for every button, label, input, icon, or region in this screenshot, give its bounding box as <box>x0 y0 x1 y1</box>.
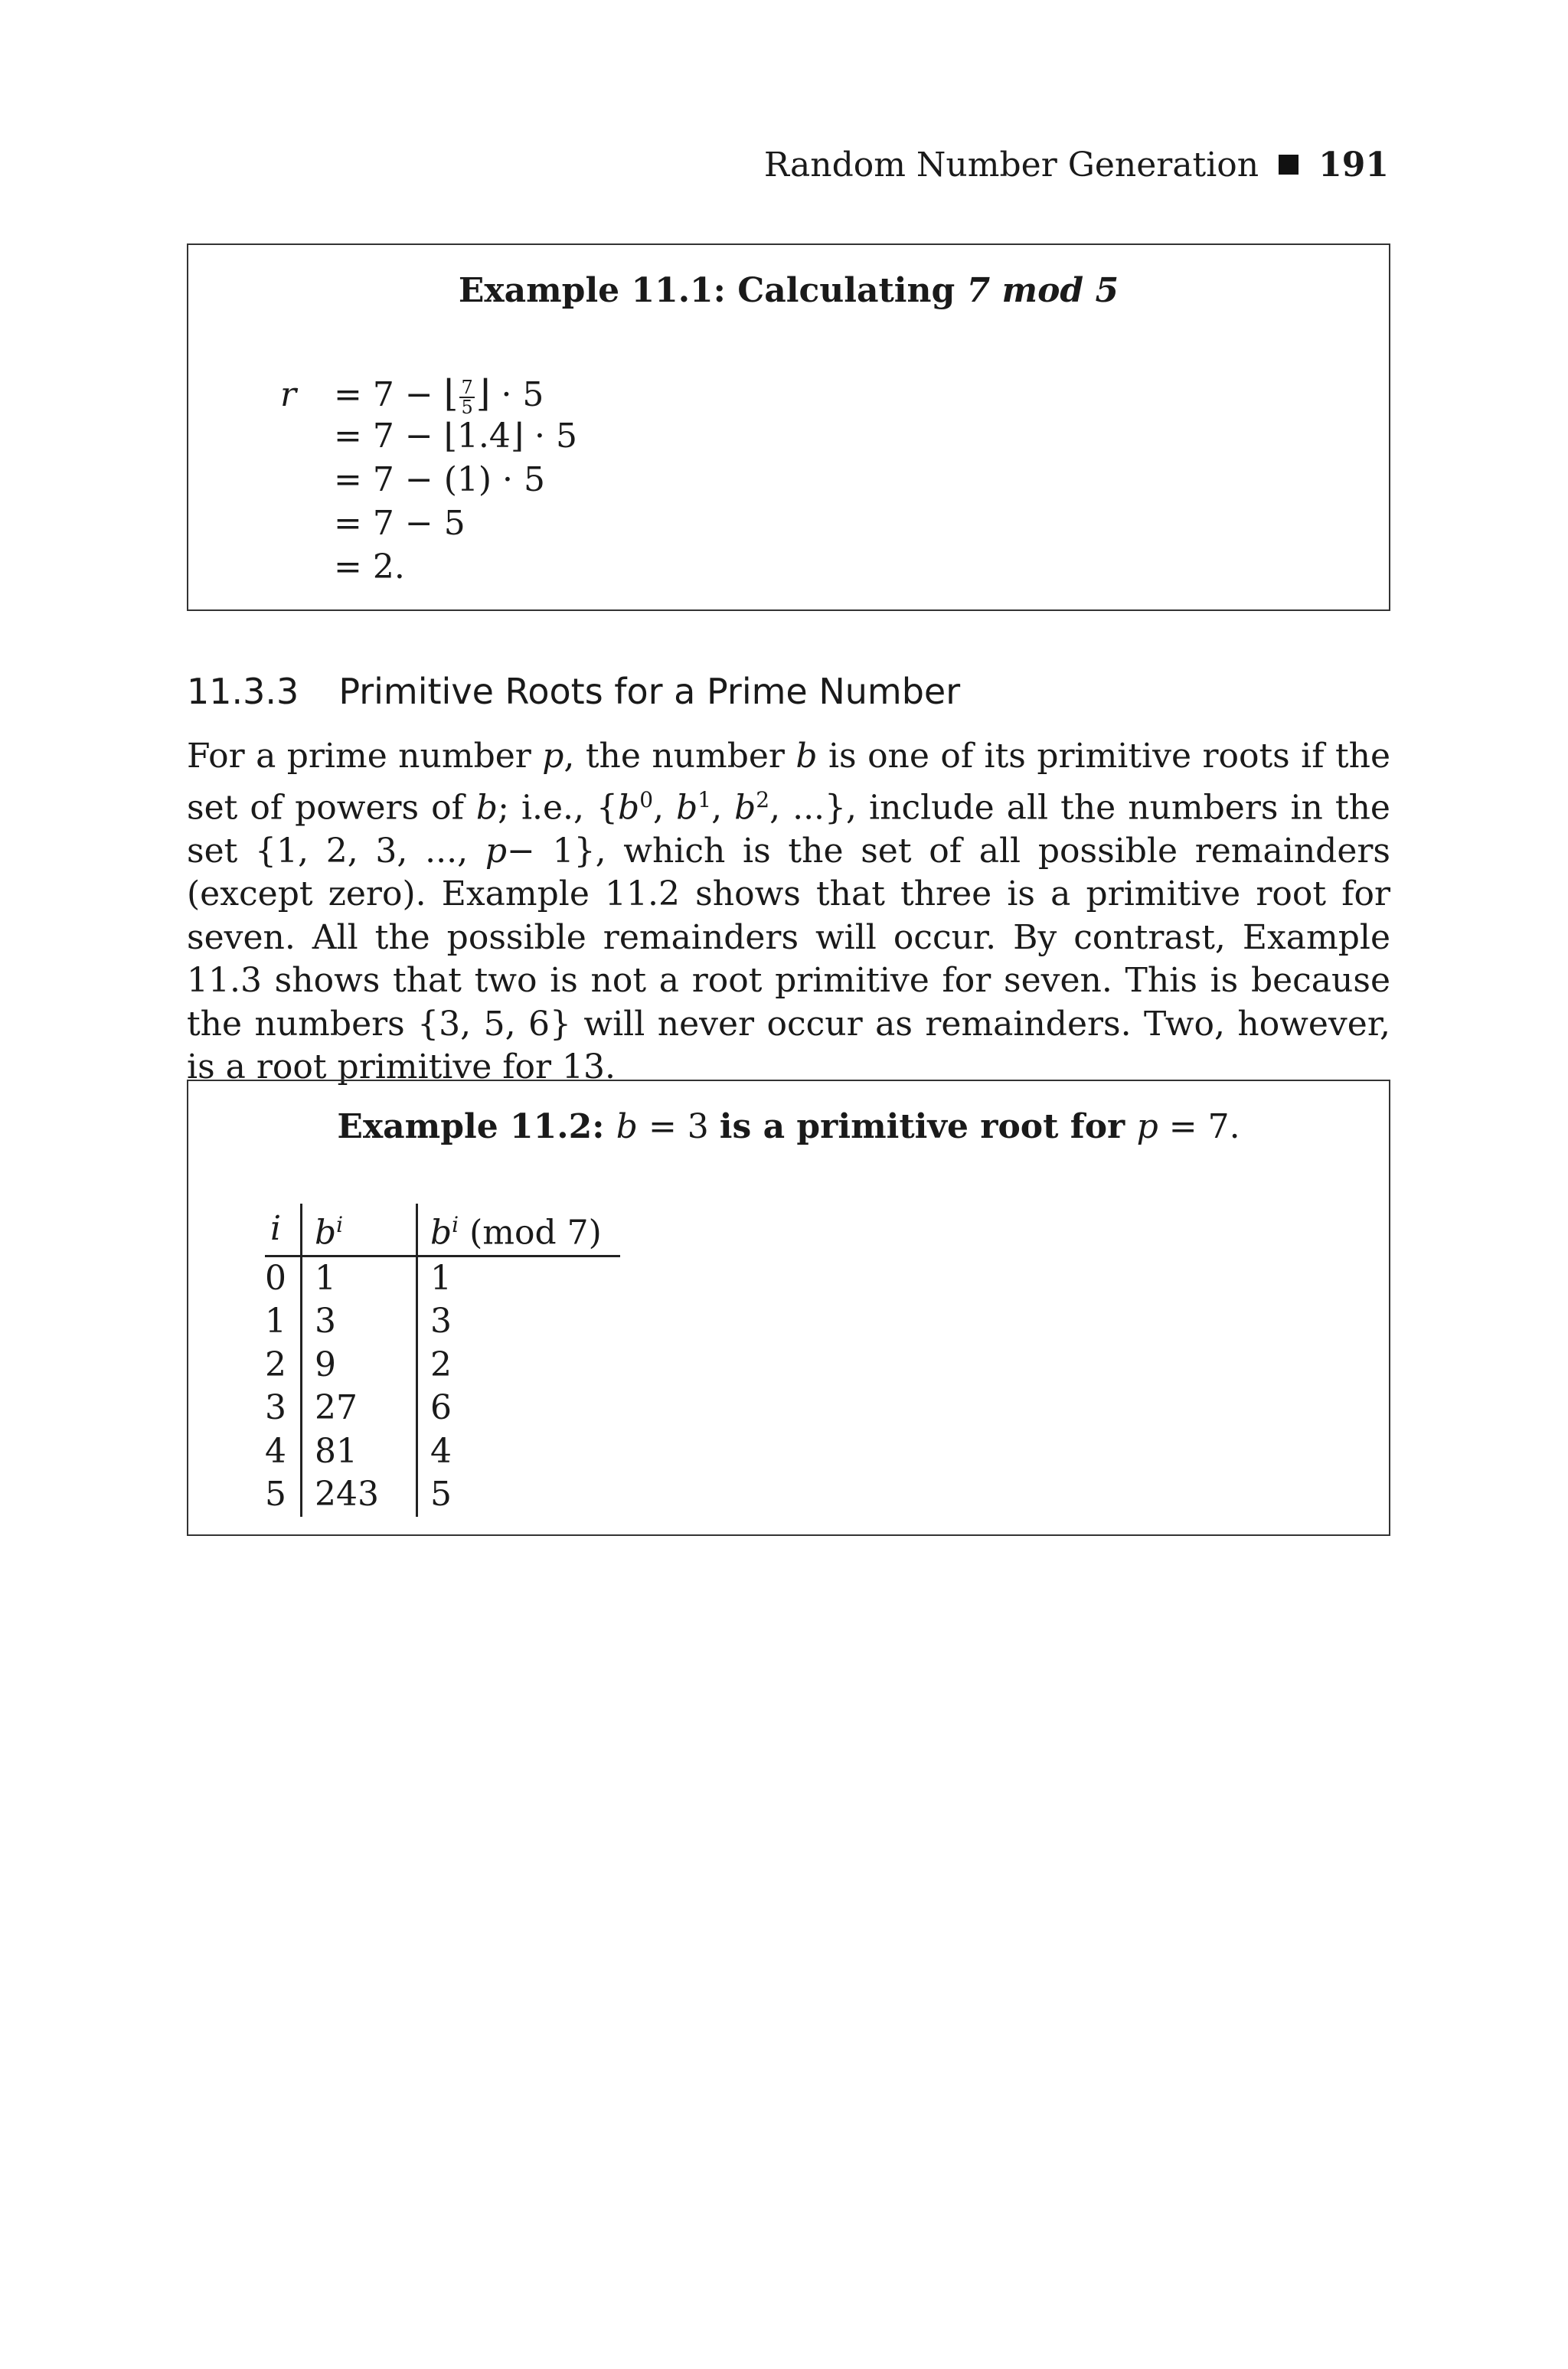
table-row: 5 243 5 <box>265 1473 620 1517</box>
running-header <box>0 145 1389 185</box>
table-header-row <box>265 1204 620 1256</box>
square-separator-icon <box>1279 155 1298 175</box>
section-title: Primitive Roots for a Prime Number <box>338 671 961 712</box>
body-paragraph: For a prime number p, the number b is one of its primitive roots if the set of powers of b; i.e., {$b^0$, $b^1$, $b^2$, ...}, include all the numbers in the set {1, 2, 3, ..., p− 1}, which is the set of all possible remainders (except zero). Example 11.2 shows that three is a primitive root for seven. All the possible remainders will occur. By contrast, Example 11.3 shows that two is not a root primitive for seven. This is because the numbers {3, 5, 6} will never occur as remainders. Two, however, is a root primitive for 13. <box>187 737 1390 1087</box>
equation-line-1: = 7 − ⌊ $\frac{7}{5}$ ⌋ · 5 <box>334 372 544 418</box>
header-i: i <box>265 1204 302 1256</box>
section-number: 11.3.3 <box>187 671 299 712</box>
equation-line-5: = 2. <box>334 547 405 587</box>
example-11-2-box <box>187 1080 1390 1536</box>
example-11-1-box <box>187 243 1390 611</box>
table-row: 3 27 6 <box>265 1387 620 1430</box>
header-b-power-i-mod-7: $b^i$ (mod 7) <box>416 1204 619 1256</box>
equation-line-4: = 7 − 5 <box>334 504 466 543</box>
section-heading <box>187 671 960 712</box>
page-number: 191 <box>1318 145 1389 185</box>
equation-lhs: r <box>280 375 297 414</box>
powers-table <box>265 1204 620 1517</box>
fraction-7-over-5: $\frac{7}{5}$ <box>461 376 473 418</box>
running-title: Random Number Generation <box>763 145 1259 185</box>
equation-line-3: = 7 − (1) · 5 <box>334 460 545 499</box>
table-row: 2 9 2 <box>265 1344 620 1387</box>
example-11-2-title: Example 11.2: b = 3 is a primitive root for p = 7. <box>337 1107 1240 1146</box>
table-row: 0 1 1 <box>265 1256 620 1300</box>
example-11-1-title: Example 11.1: Calculating 7 mod 5 <box>458 271 1119 310</box>
equation-line-2: = 7 − ⌊1.4⌋ · 5 <box>334 417 577 456</box>
table-row: 4 81 4 <box>265 1430 620 1474</box>
table-row: 1 3 3 <box>265 1300 620 1344</box>
header-b-power-i: $b^i$ <box>302 1204 417 1256</box>
